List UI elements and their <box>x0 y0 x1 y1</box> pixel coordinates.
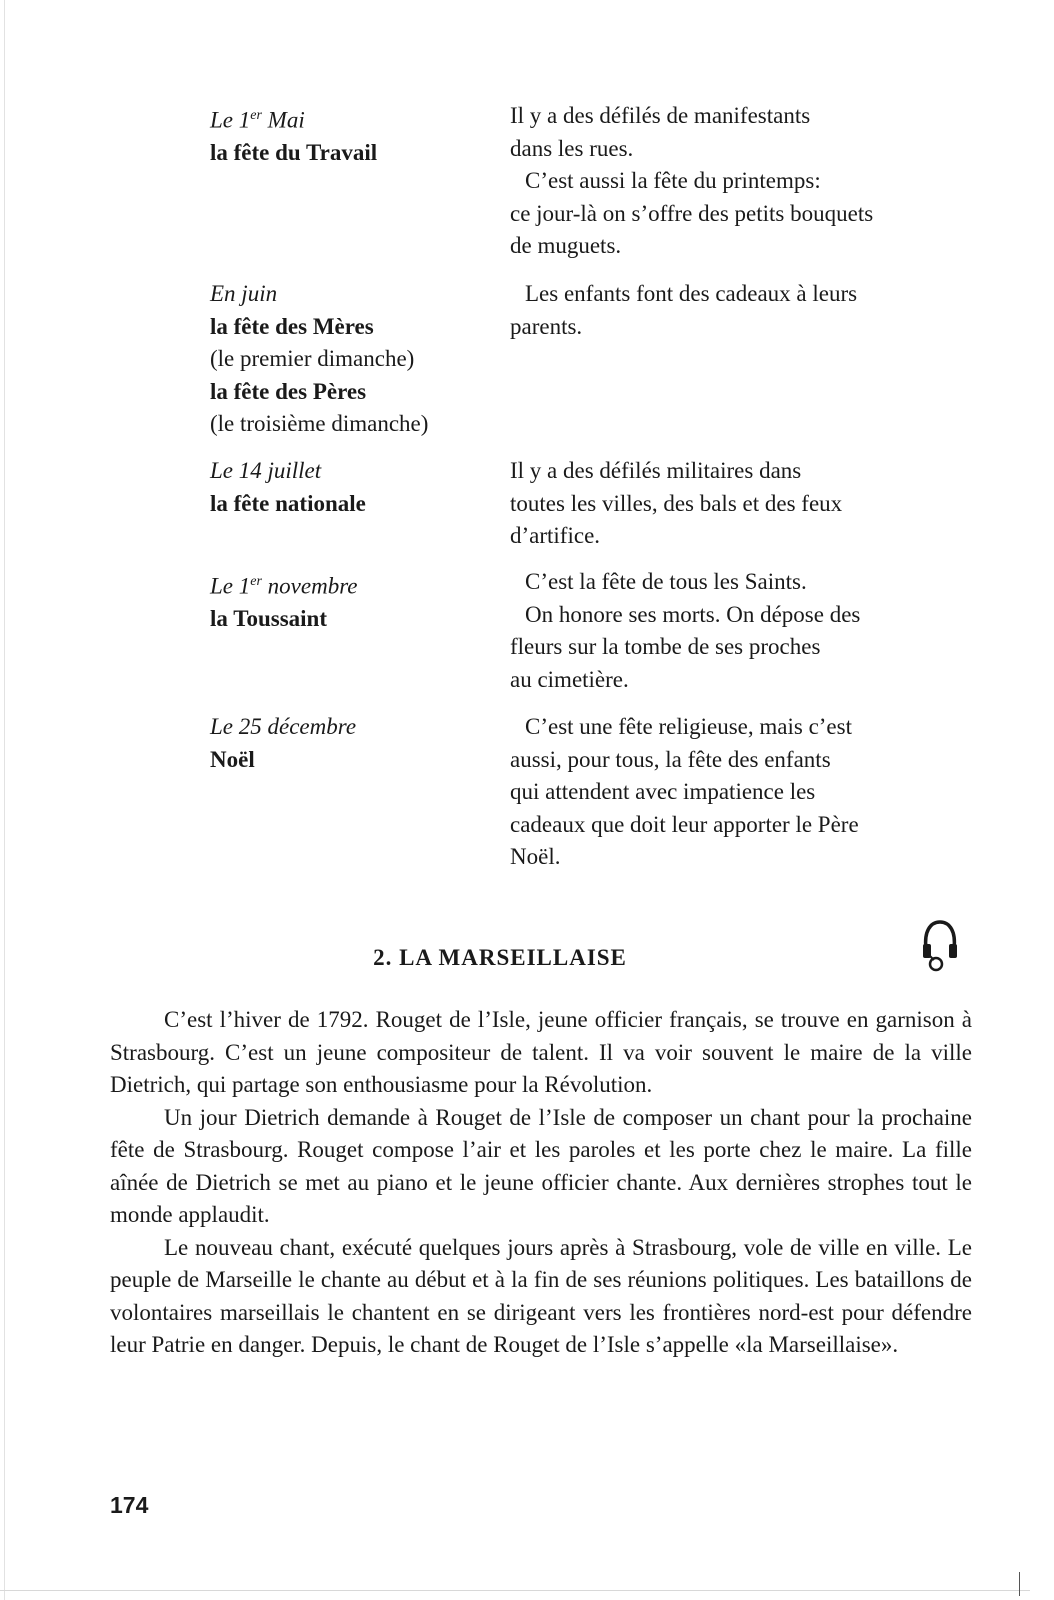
headphones-icon <box>920 918 960 974</box>
holiday-label <box>210 278 490 441</box>
description-line: d’artifice. <box>510 523 601 548</box>
description-line: ce jour-là on s’offre des petits bouquets <box>510 200 874 226</box>
paragraph: Un jour Dietrich demande à Rouget de l’Isle de composer un chant pour la prochaine fête de Strasbourg. Rouget compose l’air et les paroles et les porte chez le maire. La fille aînée de Dietrich se met au piano et le jeune officier chante. Aux dernières strophes tout le monde applaudit. <box>110 1104 972 1227</box>
section-title: 2. LA MARSEILLAISE <box>373 945 627 970</box>
description-line: qui attendent avec impatience les <box>510 779 816 804</box>
holiday-date: Le 25 décembre <box>210 714 357 739</box>
description-line: On honore ses morts. On dépose des <box>525 601 861 627</box>
holiday-description <box>510 566 960 696</box>
holiday-note: (le troisième dimanche) <box>210 411 429 436</box>
description-line: de muguets. <box>510 233 622 258</box>
paragraph: Le nouveau chant, exécuté quelques jours après à Strasbourg, vole de ville en ville. Le peuple de Marseille le chante au début et à la fin de ses réunions politiques. Les bataillons de volontaires marseillais le chantent en se dirigeant vers les frontières nord-est pour défendre leur Patrie en danger. Depuis, le chant de Rouget de l’Isle s’appelle «la Marseillaise». <box>110 1234 972 1357</box>
holiday-label <box>210 711 490 776</box>
holiday-date: Le 1er Mai <box>210 107 305 133</box>
description-line: C’est la fête de tous les Saints. <box>525 569 807 594</box>
holiday-label <box>210 566 490 636</box>
holiday-name: la fête des Pères <box>210 378 367 404</box>
description-line: dans les rues. <box>510 135 634 161</box>
holiday-description <box>510 278 960 343</box>
holiday-description <box>510 711 960 874</box>
scan-mark <box>1019 1572 1020 1596</box>
holiday-date: Le 14 juillet <box>210 458 322 483</box>
paragraph: C’est l’hiver de 1792. Rouget de l’Isle, jeune officier français, se trouve en garnison à Strasbourg. C’est un jeune compositeur de talent. Il va voir souvent le maire de la ville Dietrich, qui partage son enthousiasme pour la Révolution. <box>110 1007 972 1097</box>
holiday-name: Noël <box>210 746 255 772</box>
description-line: toutes les villes, des bals et des feux <box>510 490 843 516</box>
description-line: Les enfants font des cadeaux à leurs <box>525 281 858 306</box>
description-line: au cimetière. <box>510 666 629 692</box>
page-edge-bottom <box>0 1590 1030 1591</box>
description-line: cadeaux que doit leur apporter le Père <box>510 811 859 837</box>
description-line: Noël. <box>510 844 561 869</box>
holiday-name: la fête des Mères <box>210 313 374 339</box>
description-line: Il y a des défilés de manifestants <box>510 103 811 128</box>
description-line: Il y a des défilés militaires dans <box>510 458 802 483</box>
holiday-name: la fête nationale <box>210 490 366 516</box>
description-line: parents. <box>510 313 583 339</box>
holiday-name: la Toussaint <box>210 606 327 632</box>
holiday-description <box>510 100 960 263</box>
holiday-date: En juin <box>210 281 278 306</box>
holiday-description <box>510 455 960 553</box>
holiday-date: Le 1er novembre <box>210 573 358 599</box>
description-line: C’est une fête religieuse, mais c’est <box>525 714 852 739</box>
page-number: 174 <box>110 1492 149 1518</box>
holiday-label <box>210 100 490 170</box>
story-text <box>110 1004 972 1362</box>
page-edge-left <box>4 0 5 1600</box>
holiday-label <box>210 455 490 520</box>
holiday-note: (le premier dimanche) <box>210 346 415 371</box>
description-line: aussi, pour tous, la fête des enfants <box>510 746 831 772</box>
description-line: C’est aussi la fête du printemps: <box>525 168 821 193</box>
description-line: fleurs sur la tombe de ses proches <box>510 634 821 659</box>
holiday-name: la fête du Travail <box>210 140 378 166</box>
